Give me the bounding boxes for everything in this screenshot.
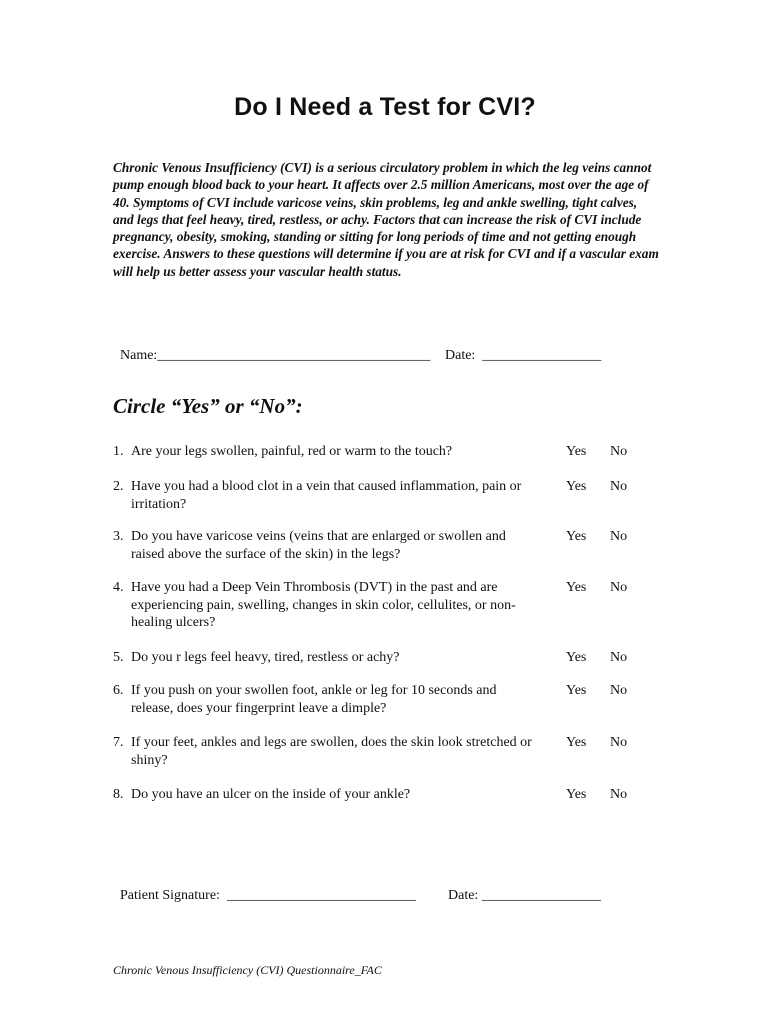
question-text: If you push on your swollen foot, ankle or leg for 10 seconds and release, does your fingerprint leave a dimple? (131, 683, 497, 716)
signature-line[interactable]: ___________________________ (226, 888, 416, 903)
question-text: Do you r legs feel heavy, tired, restless or achy? (131, 650, 400, 665)
no-option[interactable]: No (610, 444, 628, 459)
no-option[interactable]: No (610, 650, 628, 665)
yes-option[interactable]: Yes (566, 735, 587, 750)
question-text: Have you had a Deep Vein Thrombosis (DVT) in the past and are experiencing pain, swelling, changes in skin color, cellulites, or non-healing ulcers? (131, 580, 516, 630)
footer-text: Chronic Venous Insufficiency (CVI) Questionnaire_FAC (113, 963, 382, 977)
question-text: Do you have an ulcer on the inside of your ankle? (131, 787, 411, 802)
page-title: Do I Need a Test for CVI? (234, 93, 536, 121)
date-field[interactable] (438, 332, 601, 364)
no-option[interactable]: No (610, 735, 628, 750)
yes-option[interactable]: Yes (566, 479, 587, 494)
no-option[interactable]: No (610, 529, 628, 544)
question-number: 5. (113, 650, 124, 665)
name-field[interactable] (113, 332, 430, 364)
question-number: 2. (113, 479, 124, 494)
yes-option[interactable]: Yes (566, 580, 587, 595)
yes-option[interactable]: Yes (566, 444, 587, 459)
question-number: 8. (113, 787, 124, 802)
question-number: 1. (113, 444, 124, 459)
name-line[interactable]: _______________________________________ (157, 348, 431, 363)
yes-option[interactable]: Yes (566, 787, 587, 802)
no-option[interactable]: No (610, 580, 628, 595)
no-option[interactable]: No (610, 683, 628, 698)
no-option[interactable]: No (610, 787, 628, 802)
date-line[interactable]: _________________ (482, 348, 602, 363)
signature-date-label: Date: (448, 888, 479, 903)
intro-paragraph: Chronic Venous Insufficiency (CVI) is a serious circulatory problem in which the leg veins cannot pump enough blood back to your heart. It affects over 2.5 million Americans, most over the age of 40. Symptoms of CVI include varicose veins, skin problems, leg and ankle swelling, tight calves, and legs that feel heavy, tired, restless, or achy. Factors that can increase the risk of CVI include pregnancy, obesity, smoking, standing or sitting for long periods of time and not getting enough exercise. Answers to these questions will determine if you are at risk for CVI and if a vascular exam will help us better assess your vascular health status. (113, 160, 659, 279)
signature-date-line[interactable]: _________________ (481, 888, 601, 903)
yes-option[interactable]: Yes (566, 529, 587, 544)
question-number: 7. (113, 735, 124, 750)
question-text: Do you have varicose veins (veins that are enlarged or swollen and raised above the surface of the skin) in the legs? (131, 529, 506, 562)
question-text: Have you had a blood clot in a vein that caused inflammation, pain or irritation? (131, 479, 522, 512)
question-number: 4. (113, 580, 124, 595)
no-option[interactable]: No (610, 479, 628, 494)
section-heading: Circle “Yes” or “No”: (113, 394, 303, 418)
question-number: 3. (113, 529, 124, 544)
signature-label: Patient Signature: (120, 888, 220, 903)
yes-option[interactable]: Yes (566, 650, 587, 665)
name-label: Name: (120, 348, 158, 363)
question-text: Are your legs swollen, painful, red or warm to the touch? (131, 444, 453, 459)
question-number: 6. (113, 683, 124, 698)
signature-date-field[interactable] (441, 872, 601, 904)
yes-option[interactable]: Yes (566, 683, 587, 698)
date-label: Date: (445, 348, 476, 363)
signature-field[interactable] (113, 872, 416, 904)
question-text: If your feet, ankles and legs are swollen, does the skin look stretched or shiny? (131, 735, 532, 768)
